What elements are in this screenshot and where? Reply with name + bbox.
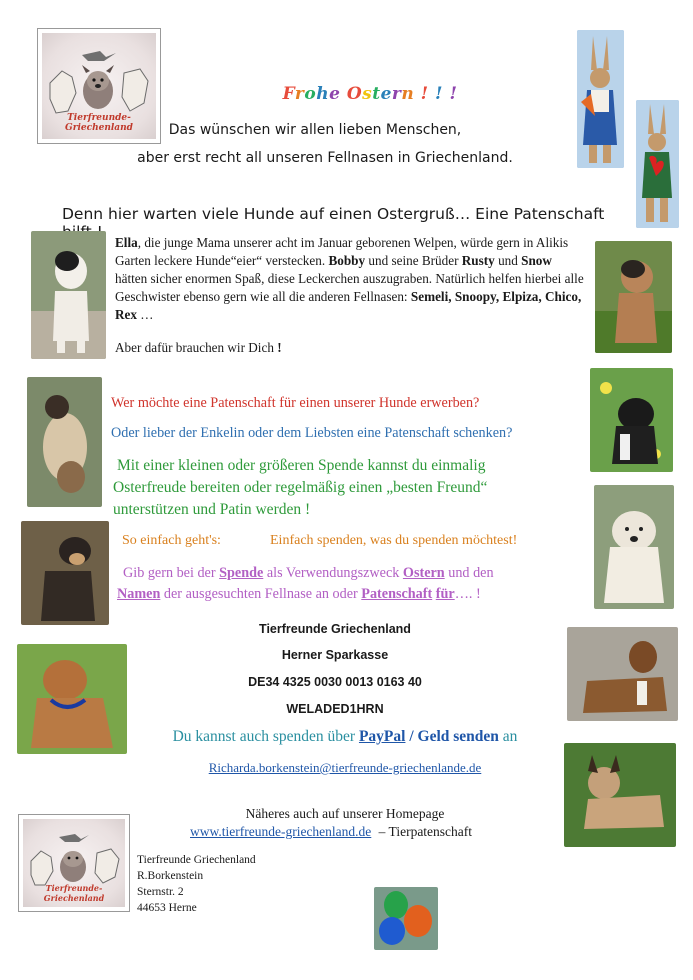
- need-you-exclaim: !: [277, 340, 282, 355]
- intro-text-5: …: [136, 307, 154, 322]
- greeting-letter: o: [304, 84, 317, 104]
- name-rusty: Rusty: [461, 253, 495, 268]
- greeting-letter: F: [282, 84, 295, 104]
- pitch-line-1: Mit einer kleinen oder größeren Spende kannst du einmalig: [117, 457, 486, 474]
- greeting-letter: r: [391, 84, 402, 104]
- give-text-6: …. !: [454, 586, 481, 602]
- bank-bic: WELADED1HRN: [286, 702, 384, 716]
- word-spende: Spende: [219, 565, 264, 581]
- name-ella: Ella: [115, 235, 138, 250]
- greeting-letter: !: [420, 84, 429, 104]
- give-text-3: und den: [444, 565, 494, 581]
- dog-photo-right-5: [564, 743, 676, 847]
- geld-senden-text: Geld senden: [417, 728, 499, 745]
- greeting-letter: e: [329, 84, 341, 104]
- easter-eggs-photo: [374, 887, 438, 950]
- greeting-line-2: aber erst recht all unseren Fellnasen in Griechenland.: [137, 150, 513, 166]
- bunny-figure-2: [636, 100, 679, 228]
- name-snow: Snow: [521, 253, 552, 268]
- dog-photo-left-4: [17, 644, 127, 754]
- pitch-line-3: unterstützen und Patin werden !: [113, 501, 311, 518]
- other-names: Semeli, Snoopy, Elpiza, Chico, Rex: [115, 289, 582, 322]
- dog-photo-right-3: [594, 485, 674, 609]
- paypal-link[interactable]: PayPal: [358, 728, 406, 745]
- dog-photo-ella: [31, 231, 106, 359]
- intro-text-1: , die junge Mama unserer acht im Januar geborenen Welpen, würde gern in Alikis Garten leckere Hunde“eier“ verstecken.: [115, 235, 569, 268]
- homepage-line: [190, 824, 530, 840]
- greeting-letter: O: [346, 84, 363, 104]
- paypal-email-wrap: [140, 760, 550, 776]
- address-line-4: 44653 Herne: [137, 902, 197, 914]
- logo-bottom: [18, 814, 130, 912]
- word-fuer: für: [435, 586, 455, 602]
- address-block: [137, 852, 317, 916]
- bank-name: Herner Sparkasse: [281, 648, 389, 662]
- homepage-suffix: – Tierpatenschaft: [378, 824, 473, 839]
- donation-pitch: [113, 455, 593, 521]
- intro-text-4: hätten sicher enormen Spaß, diese Leckerchen auszugraben. Natürlich helfen hierbei alle Geschwister ebenso gern wie all die anderen Fellnasen:: [115, 271, 584, 304]
- paypal-text-1: Du kannst auch spenden über: [172, 728, 359, 745]
- greeting-letter: r: [294, 84, 305, 104]
- greeting-letter: !: [435, 84, 444, 104]
- give-text-2: als Verwendungszweck: [263, 565, 403, 581]
- dog-photo-left-2: [27, 377, 102, 507]
- greeting-letter: !: [449, 84, 458, 104]
- word-namen: Namen: [117, 586, 161, 602]
- address-line-3: Sternstr. 2: [137, 886, 184, 898]
- address-line-2: R.Borkenstein: [137, 870, 204, 882]
- logo-text: Tierfreunde-Griechenland: [65, 113, 133, 133]
- question-2: Oder lieber der Enkelin oder dem Liebsten eine Patenschaft schenken?: [111, 425, 513, 441]
- bunny-figure-1: [577, 30, 624, 168]
- question-1: Wer möchte eine Patenschaft für einen unserer Hunde erwerben?: [111, 395, 480, 411]
- paypal-text-3: an: [498, 728, 518, 745]
- bank-account-name: Tierfreunde Griechenland: [259, 622, 411, 636]
- greeting-letter: n: [401, 84, 415, 104]
- intro-text-3: und: [494, 253, 522, 268]
- name-bobby: Bobby: [328, 253, 366, 268]
- paypal-email-link[interactable]: Richarda.borkenstein@tierfreunde-griechenlande.de: [208, 760, 482, 775]
- homepage-link[interactable]: www.tierfreunde-griechenland.de: [190, 824, 372, 839]
- address-line-1: Tierfreunde Griechenland: [137, 854, 256, 866]
- paypal-line: [140, 728, 550, 746]
- easter-greeting: [200, 84, 540, 104]
- need-you-text: Aber dafür brauchen wir Dich: [115, 340, 278, 355]
- greeting-line-1: Das wünschen wir allen lieben Menschen,: [168, 122, 462, 138]
- bank-iban: DE34 4325 0030 0013 0163 40: [248, 675, 422, 689]
- logo-text-bottom: Tierfreunde-Griechenland: [43, 883, 105, 903]
- homepage-note: Näheres auch auf unserer Homepage: [245, 806, 445, 821]
- dog-photo-right-1: [595, 241, 672, 353]
- intro-text-2: und seine Brüder: [365, 253, 462, 268]
- give-text-4: der ausgesuchten Fellnase an oder: [160, 586, 362, 602]
- give-text-1: Gib gern bei der: [123, 565, 220, 581]
- simple-right: Einfach spenden, was du spenden möchtest!: [270, 533, 518, 548]
- greeting-letter: s: [362, 84, 373, 104]
- word-patenschaft: Patenschaft: [361, 586, 433, 602]
- word-ostern: Ostern: [402, 565, 445, 581]
- headline: Denn hier warten viele Hunde auf einen Ostergruß… Eine Patenschaft: [62, 205, 605, 223]
- give-instructions: [117, 563, 587, 605]
- simple-left: So einfach geht's:: [122, 533, 221, 548]
- paypal-text-2: /: [405, 728, 418, 745]
- intro-paragraph: [115, 234, 585, 324]
- dog-photo-right-4: [567, 627, 678, 721]
- greeting-letter: t: [372, 84, 381, 104]
- pitch-line-2: Osterfreude bereiten oder regelmäßig einen „besten Freund“: [113, 479, 488, 496]
- intro-need-you: [115, 340, 415, 356]
- dog-photo-right-2: [590, 368, 673, 472]
- greeting-letter: e: [380, 84, 392, 104]
- dog-photo-left-3: [21, 521, 109, 625]
- greeting-letter: h: [316, 84, 330, 104]
